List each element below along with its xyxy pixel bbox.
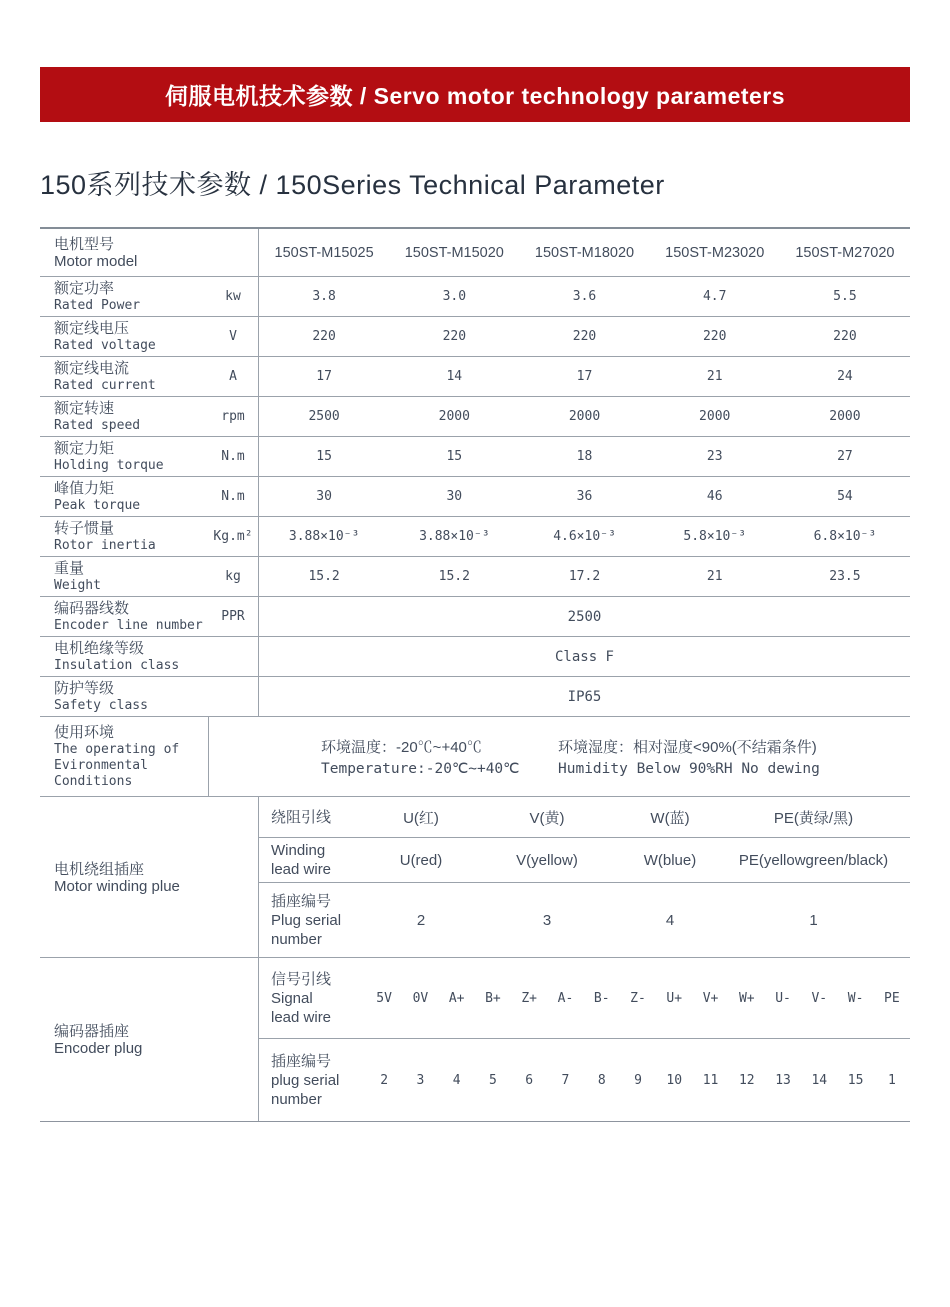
cell-value: 6.8×10⁻³ [813,529,877,544]
plug-number: 3 [416,1072,425,1088]
row-label-zh: 编码器线数 [54,600,130,617]
plug-number: 8 [597,1072,606,1088]
row-label-en: Insulation class [54,658,180,673]
row-label-cell [40,677,208,716]
winding-cell: U(红) [403,809,439,827]
row-values [258,677,910,716]
encoder-row2-label [259,1052,366,1109]
plug-number: 13 [775,1072,791,1088]
winding-cell: W(蓝) [650,809,690,827]
cell-value: 27 [837,449,853,464]
plug-number: 4 [452,1072,461,1088]
row-label-en: Rated voltage [54,338,156,353]
cell-value: 220 [833,329,857,344]
winding-row2-label-line2: lead wire [271,861,332,878]
humidity-block [558,736,820,777]
row-values [258,637,910,676]
table-row [40,596,910,636]
row-label-zh: 防护等级 [54,680,115,697]
encoder-label-en: Encoder plug [54,1040,143,1057]
row-label-zh: 额定转速 [54,400,115,417]
environment-row [40,716,910,796]
signal-name: 0V [412,990,429,1006]
row-label-cell [40,637,208,676]
environment-label-zh: 使用环境 [54,724,115,741]
row-label-zh: 重量 [54,560,85,577]
encoder-row2-label-en2: number [271,1090,322,1108]
cell-value: 220 [572,329,597,344]
plug-number: 12 [738,1072,755,1088]
cell-value: 3.88×10⁻³ [288,529,360,544]
cell-value: 15 [316,449,332,464]
winding-row1-label [259,808,371,827]
encoder-row1-label-en1: Signal [271,989,313,1007]
encoder-row1-label-en2: lead wire [271,1008,332,1026]
plug-number: 15 [847,1072,864,1088]
row-unit [208,637,258,676]
winding-label-zh: 电机绕组插座 [54,860,145,878]
signal-name: Z- [630,990,646,1006]
row-label-en: Rated Power [54,298,141,313]
cell-span-value: Class F [554,648,614,665]
spec-table [40,227,910,1122]
cell-value: 23 [706,449,723,464]
winding-cell: PE(yellowgreen/black) [738,851,889,869]
table-row [40,556,910,596]
cell-value: 15.2 [308,569,340,584]
row-label-cell [40,557,208,596]
signal-name: U- [775,990,791,1006]
row-label-en: Holding torque [54,458,164,473]
row-label-en: Safety class [54,698,148,713]
signal-name: B+ [485,990,501,1006]
row-unit: N.m [221,489,245,504]
humidity-en: Humidity Below 90%RH No dewing [558,761,820,777]
row-unit: A [229,369,237,384]
winding-row2-label-line1: Winding [271,842,326,859]
cell-value: 24 [837,369,853,384]
table-row [40,516,910,556]
row-unit [208,677,258,716]
page-title: 150系列技术参数 / 150Series Technical Parameter [40,170,665,200]
winding-row3-label [259,892,371,949]
row-label-zh: 转子惯量 [54,520,115,537]
signal-name: U+ [666,990,683,1006]
cell-value: 30 [316,489,332,504]
cell-value: 15 [446,449,463,464]
winding-label-en: Motor winding plue [54,877,180,895]
cell-value: 46 [706,489,723,504]
row-unit: Kg.m² [213,529,253,544]
winding-cell: 4 [665,911,675,929]
encoder-plug-group [40,957,910,1121]
winding-plug-serial-row [259,882,910,957]
plug-number: 6 [525,1072,534,1088]
winding-row3-label-en1: Plug serial [271,911,342,929]
plug-number: 1 [887,1072,896,1088]
row-values [258,597,910,636]
banner-title: 伺服电机技术参数 / Servo motor technology parameters [164,83,786,109]
row-label-en: Rotor inertia [54,538,156,553]
model-name: 150ST-M15025 [274,244,374,261]
row-values [258,397,910,436]
plug-number: 10 [666,1072,683,1088]
environment-label-en1: The operating of [54,742,180,757]
table-row [40,436,910,476]
winding-row1-label-text: 绕阻引线 [271,808,332,826]
humidity-zh: 环境湿度：相对湿度<90%(不结霜条件) [558,739,817,756]
encoder-group-body [258,958,910,1121]
winding-group-label [40,797,258,957]
winding-group-body [258,797,910,957]
row-label-zh: 峰值力矩 [54,480,115,497]
row-label-zh: 额定功率 [54,280,115,297]
row-label-cell [40,597,208,636]
cell-value: 17.2 [568,569,601,584]
cell-value: 54 [837,489,853,504]
winding-cell: PE(黄绿/黑) [773,809,854,827]
row-label-cell [40,477,208,516]
cell-value: 21 [706,369,723,384]
model-name: 150ST-M15020 [404,244,504,261]
cell-value: 36 [576,489,593,504]
encoder-label-zh: 编码器插座 [54,1023,130,1040]
row-label-en: Rated speed [54,418,141,433]
cell-value: 3.8 [312,289,336,304]
cell-value: 220 [442,329,467,344]
row-values [258,557,910,596]
cell-value: 5.5 [833,289,857,304]
cell-value: 220 [702,329,727,344]
cell-value: 17 [316,369,332,384]
encoder-group-label [40,958,258,1121]
temperature-block [321,736,558,777]
cell-span-value: 2500 [567,608,602,625]
encoder-row2-label-zh: 插座编号 [271,1052,332,1070]
winding-cell: W(blue) [643,851,697,869]
environment-label-cell [40,717,208,796]
cell-value: 220 [312,329,336,344]
row-label-en: Peak torque [54,498,141,513]
cell-value: 2000 [829,409,861,424]
cell-value: 14 [446,369,463,384]
plug-number: 5 [489,1072,497,1088]
winding-cell: V(yellow) [516,851,578,869]
cell-value: 30 [446,489,463,504]
table-row [40,316,910,356]
winding-wire-row-en [259,837,910,882]
row-label-cell [40,317,208,356]
temperature-zh: 环境温度：-20℃~+40℃ [321,739,482,756]
encoder-row1-label-zh: 信号引线 [271,970,332,988]
header-label-en: Motor model [54,253,138,270]
signal-list [366,991,910,1006]
row-unit: kg [225,569,241,584]
cell-value: 4.7 [702,289,727,304]
row-values [258,357,910,396]
table-row [40,396,910,436]
cell-value: 2000 [699,409,731,424]
row-label-zh: 额定线电压 [54,320,130,337]
signal-name: PE [884,990,900,1006]
encoder-serial-row [259,1038,910,1121]
row-label-en: Weight [54,578,101,593]
encoder-signal-row [259,958,910,1038]
model-columns [258,229,910,276]
model-name: 150ST-M23020 [665,244,765,261]
table-row [40,276,910,316]
cell-value: 18 [576,449,593,464]
cell-value: 23.5 [829,569,861,584]
row-values [258,477,910,516]
signal-name: Z+ [521,990,538,1006]
encoder-row2-label-en1: plug serial [271,1071,340,1089]
signal-name: 5V [376,990,392,1006]
row-unit: PPR [221,609,245,624]
row-values [258,437,910,476]
plug-number-list [366,1073,910,1088]
cell-value: 17 [576,369,593,384]
winding-row3-label-en2: number [271,930,322,948]
winding-plug-group [40,796,910,957]
table-row [40,636,910,676]
model-name: 150ST-M18020 [534,244,635,261]
signal-name: W- [847,990,864,1006]
signal-name: B- [593,990,610,1006]
plug-number: 11 [702,1072,719,1088]
cell-value: 3.88×10⁻³ [419,529,490,544]
table-header-row [40,227,910,276]
signal-name: W+ [738,990,755,1006]
banner [40,67,910,122]
row-label-cell [40,397,208,436]
environment-values [208,717,910,796]
plug-number: 7 [561,1072,570,1088]
table-row [40,356,910,396]
cell-span-value: IP65 [567,688,602,705]
cell-value: 3.0 [442,289,467,304]
plug-number: 14 [811,1072,828,1088]
cell-value: 15.2 [438,569,470,584]
spec-rows [40,276,910,716]
row-label-en: Rated current [54,378,156,393]
row-unit: V [229,329,237,344]
row-unit: rpm [221,409,245,424]
encoder-row1-label [259,970,366,1027]
winding-row2-label [259,841,371,879]
row-label-cell [40,437,208,476]
signal-name: A+ [448,990,465,1006]
environment-label-en2: Evironmental Conditions [54,758,148,789]
cell-value: 2000 [438,409,470,424]
row-values [258,517,910,556]
row-label-zh: 电机绝缘等级 [54,640,145,657]
winding-cell: 2 [416,911,426,929]
cell-value: 5.8×10⁻³ [683,529,747,544]
temperature-en: Temperature:-20℃~+40℃ [321,761,520,777]
signal-name: V- [811,990,828,1006]
table-row [40,476,910,516]
cell-value: 4.6×10⁻³ [553,529,616,544]
winding-cell: V(黄) [529,809,565,827]
model-name: 150ST-M27020 [795,244,895,261]
cell-value: 2500 [308,409,340,424]
winding-cell: 3 [542,911,552,929]
row-label-cell [40,357,208,396]
signal-name: V+ [702,990,719,1006]
row-values [258,277,910,316]
table-row [40,676,910,716]
signal-name: A- [557,990,574,1006]
row-label-zh: 额定线电流 [54,360,130,377]
cell-value: 3.6 [572,289,597,304]
row-label-cell [40,517,208,556]
header-label-cell [40,229,258,276]
winding-cell: 1 [809,911,818,929]
row-label-zh: 额定力矩 [54,440,115,457]
winding-row3-label-zh: 插座编号 [271,892,332,910]
row-label-cell [40,277,208,316]
row-unit: kw [225,289,241,304]
header-label-zh: 电机型号 [54,236,115,253]
winding-wire-row-zh [259,797,910,837]
cell-value: 2000 [568,409,601,424]
row-label-en: Encoder line number [54,618,203,633]
row-unit: N.m [221,449,245,464]
plug-number: 2 [380,1072,389,1088]
plug-number: 9 [634,1072,642,1088]
winding-cell: U(red) [399,851,443,869]
row-values [258,317,910,356]
cell-value: 21 [706,569,723,584]
